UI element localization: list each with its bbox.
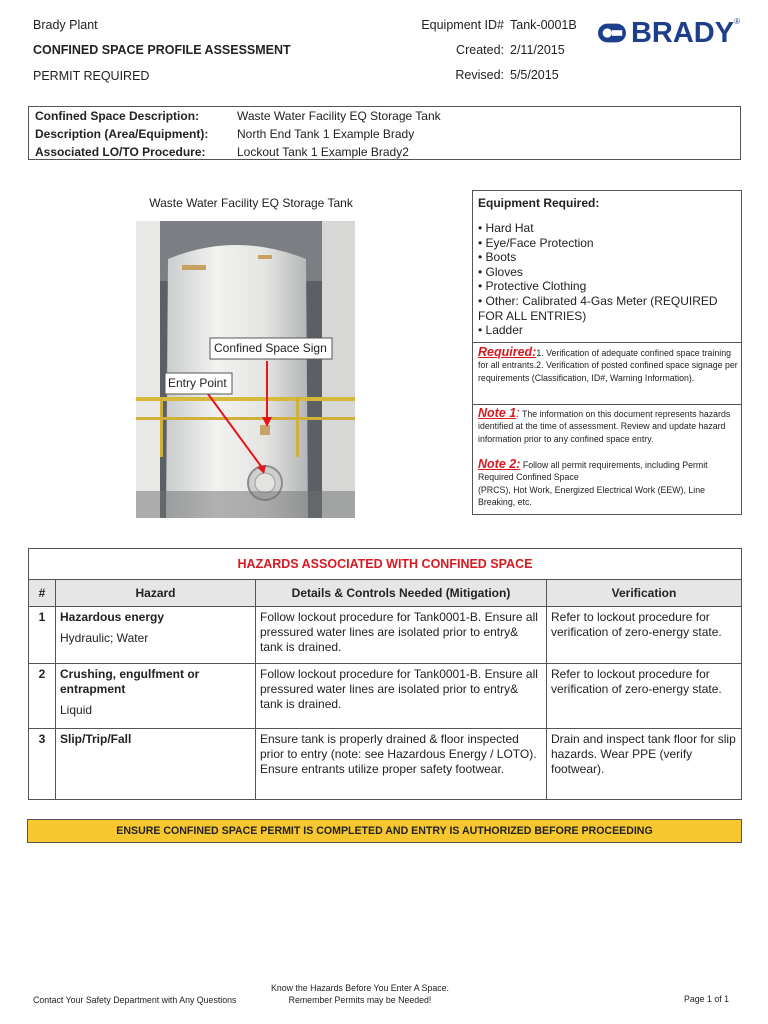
footer-contact: Contact Your Safety Department with Any Questions (33, 995, 237, 1005)
note2-label: Note 2: (478, 457, 521, 471)
equipment-list (478, 221, 736, 338)
callout-confined-space-sign: Confined Space Sign (214, 341, 327, 355)
info-value: North End Tank 1 Example Brady (237, 127, 415, 141)
column-header-number: # (29, 580, 56, 606)
hazard-details: Follow lockout procedure for Tank0001-B. Ensure all pressured water lines are isolated prior to entry& tank is drained. (256, 607, 547, 663)
revised-value: 5/5/2015 (510, 68, 559, 82)
equipment-item: • Protective Clothing (478, 279, 587, 294)
divider (473, 404, 741, 405)
note2-text-continued: (PRCS), Hot Work, Energized Electrical Work (EEW), Line Breaking, etc. (478, 484, 705, 507)
table-row (29, 729, 741, 799)
permit-status: PERMIT REQUIRED (33, 69, 150, 83)
hazard-subtype: Liquid (60, 703, 93, 717)
brady-logo (598, 16, 740, 50)
logo-wordmark: BRADY (630, 16, 735, 49)
info-value: Waste Water Facility EQ Storage Tank (237, 109, 441, 123)
footer-reminder-2: Remember Permits may be Needed! (288, 995, 432, 1005)
equipment-item: • Other: Calibrated 4-Gas Meter (REQUIRED FOR ALL ENTRIES) (478, 293, 718, 323)
table-row (29, 607, 741, 664)
registered-mark: ® (734, 16, 740, 26)
equipment-id-label: Equipment ID# (421, 18, 504, 32)
table-row (29, 664, 741, 729)
photo-caption: Waste Water Facility EQ Storage Tank (149, 196, 353, 210)
column-header-details: Details & Controls Needed (Mitigation) (256, 580, 547, 606)
note1-colon: : (516, 406, 520, 420)
equipment-id-line (414, 18, 577, 32)
equipment-item: • Hard Hat (478, 221, 534, 235)
hazard-details: Follow lockout procedure for Tank0001-B. Ensure all pressured water lines are isolated prior to entry& tank is drained. (256, 664, 547, 728)
note2-text: Follow all permit requirements, including Permit Required Confined Space (478, 460, 708, 483)
info-label: Description (Area/Equipment): (35, 127, 209, 141)
note-1 (478, 407, 738, 445)
info-value: Lockout Tank 1 Example Brady2 (237, 145, 409, 159)
tank-photo (136, 221, 355, 518)
hazard-cell (56, 607, 256, 663)
hazard-number: 3 (29, 729, 56, 799)
warning-banner: ENSURE CONFINED SPACE PERMIT IS COMPLETED AND ENTRY IS AUTHORIZED BEFORE PROCEEDING (27, 819, 742, 843)
info-row-description (35, 109, 441, 123)
info-label: Confined Space Description: (35, 109, 200, 123)
tank-photo-illustration (136, 221, 355, 518)
footer-reminder-1: Know the Hazards Before You Enter A Space. (270, 983, 449, 993)
equipment-item: • Gloves (478, 264, 523, 279)
created-label: Created: (456, 43, 504, 57)
note-2 (478, 458, 738, 508)
hazard-number: 2 (29, 664, 56, 728)
hazard-verification: Refer to lockout procedure for verification of zero-energy state. (551, 610, 722, 639)
column-header-verification: Verification (611, 586, 677, 600)
space-info-box (28, 106, 741, 160)
equipment-item: • Ladder (478, 323, 523, 338)
hazard-verification: Drain and inspect tank floor for slip hazards. Wear PPE (verify footwear). (551, 732, 736, 776)
equipment-title: Equipment Required: (478, 196, 600, 210)
required-label: Required: (478, 345, 537, 359)
note1-text: The information on this document represents hazards identified at the time of assessment. Review and update hazard information prior to any confined space entry. (478, 409, 731, 444)
hazards-table (28, 548, 742, 800)
hazard-cell (56, 664, 256, 728)
hazard-details: Ensure tank is properly drained & floor inspected prior to entry (note: see Hazardous Energy / LOTO). Ensure entrants utilize proper safety footwear. (256, 729, 547, 799)
hazard-subtype: Hydraulic; Water (60, 631, 149, 645)
revised-line (414, 68, 559, 82)
plant-name: Brady Plant (33, 18, 98, 32)
info-label: Associated LO/TO Procedure: (35, 145, 206, 159)
column-header-hazard: Hazard (56, 580, 256, 606)
required-text: 1. Verification of adequate confined space training for all entrants.2. Verification of posted confined space signage per requirements (Classification, ID#, Warning Information). (478, 348, 738, 383)
hazards-header-row (29, 580, 741, 607)
note1-label: Note 1 (478, 406, 517, 420)
required-note (478, 346, 738, 384)
hazard-name: Hazardous energy (60, 610, 165, 624)
page-number: Page 1 of 1 (684, 994, 729, 1004)
hazards-title: HAZARDS ASSOCIATED WITH CONFINED SPACE (29, 549, 741, 580)
created-value: 2/11/2015 (510, 43, 565, 57)
page-title: CONFINED SPACE PROFILE ASSESSMENT (33, 43, 291, 57)
hazard-name: Slip/Trip/Fall (60, 732, 132, 746)
equipment-required-box (472, 190, 742, 515)
equipment-item: • Eye/Face Protection (478, 235, 594, 250)
hazard-verification: Refer to lockout procedure for verification of zero-energy state. (551, 667, 722, 696)
equipment-item: • Boots (478, 250, 517, 265)
revised-label: Revised: (455, 68, 504, 82)
divider (473, 342, 741, 343)
info-row-area (35, 127, 414, 141)
hazard-name: Crushing, engulfment or entrapment (60, 667, 200, 696)
equipment-id-value: Tank-0001B (510, 18, 577, 32)
hazard-cell (56, 729, 256, 799)
created-line (414, 43, 565, 57)
hazard-number: 1 (29, 607, 56, 663)
info-row-loto (35, 145, 409, 159)
callout-entry-point: Entry Point (168, 376, 227, 390)
brady-logo-icon (598, 22, 626, 44)
